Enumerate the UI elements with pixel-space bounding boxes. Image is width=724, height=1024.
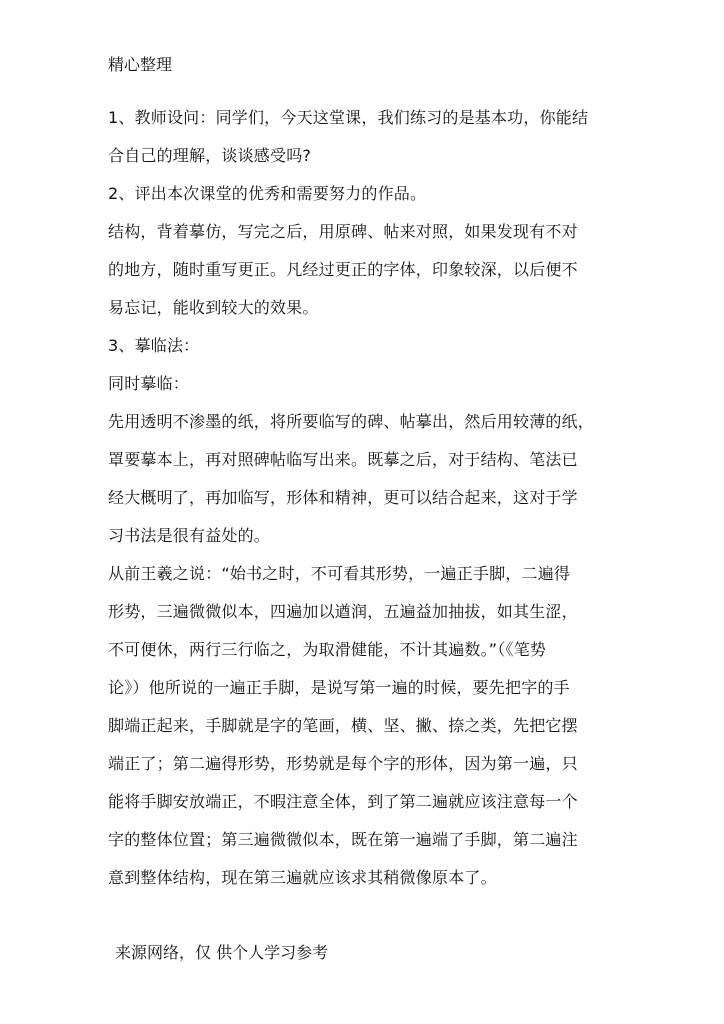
body-line: 字的整体位置；第三遍微微似本，既在第一遍端了手脚，第二遍注 [108,830,578,849]
page-footer: 来源网络，仅 供个人学习参考 [115,943,329,962]
body-line: 结构，背着摹仿，写完之后，用原碑、帖来对照，如果发现有不对 [108,222,578,241]
body-line: 论》）他所说的一遍正手脚，是说写第一遍的时候，要先把字的手 [108,678,570,697]
body-line: 不可便休，两行三行临之，为取滑健能，不计其遍数。”（《笔势 [108,640,547,659]
body-line: 同时摹临： [108,374,190,393]
body-line: 易忘记，能收到较大的效果。 [108,298,319,317]
body-line: 经大概明了，再加临写，形体和精神，更可以结合起来，这对于学 [108,488,578,507]
body-line: 合自己的理解，谈谈感受吗? [108,146,312,165]
body-line: 从前王羲之说：“始书之时，不可看其形势，一遍正手脚，二遍得 [108,564,571,583]
page-header: 精心整理 [108,55,173,74]
body-line: 端正了；第二遍得形势，形势就是每个字的形体，因为第一遍，只 [108,754,578,773]
body-line: 意到整体结构，现在第三遍就应该求其稍微像原本了。 [108,868,497,887]
body-line: 能将手脚安放端正，不暇注意全体，到了第二遍就应该注意每一个 [108,792,578,811]
body-line: 脚端正起来，手脚就是字的笔画，横、坚、撇、捺之类，先把它摆 [108,716,578,735]
body-line: 习书法是很有益处的。 [108,526,271,545]
document-body [108,99,618,897]
body-line: 先用透明不渗墨的纸，将所要临写的碑、帖摹出，然后用较薄的纸， [108,412,595,431]
body-line: 1、教师设问：同学们，今天这堂课，我们练习的是基本功，你能结 [108,108,589,127]
body-line: 2、评出本次课堂的优秀和需要努力的作品。 [108,184,427,203]
body-line: 3、摹临法： [108,336,200,355]
body-line: 的地方，随时重写更正。凡经过更正的字体，印象较深，以后便不 [108,260,578,279]
body-line: 罩要摹本上，再对照碑帖临写出来。既摹之后，对于结构、笔法已 [108,450,578,469]
body-line: 形势，三遍微微似本，四遍加以遒润，五遍益加抽拔，如其生涩， [108,602,578,621]
